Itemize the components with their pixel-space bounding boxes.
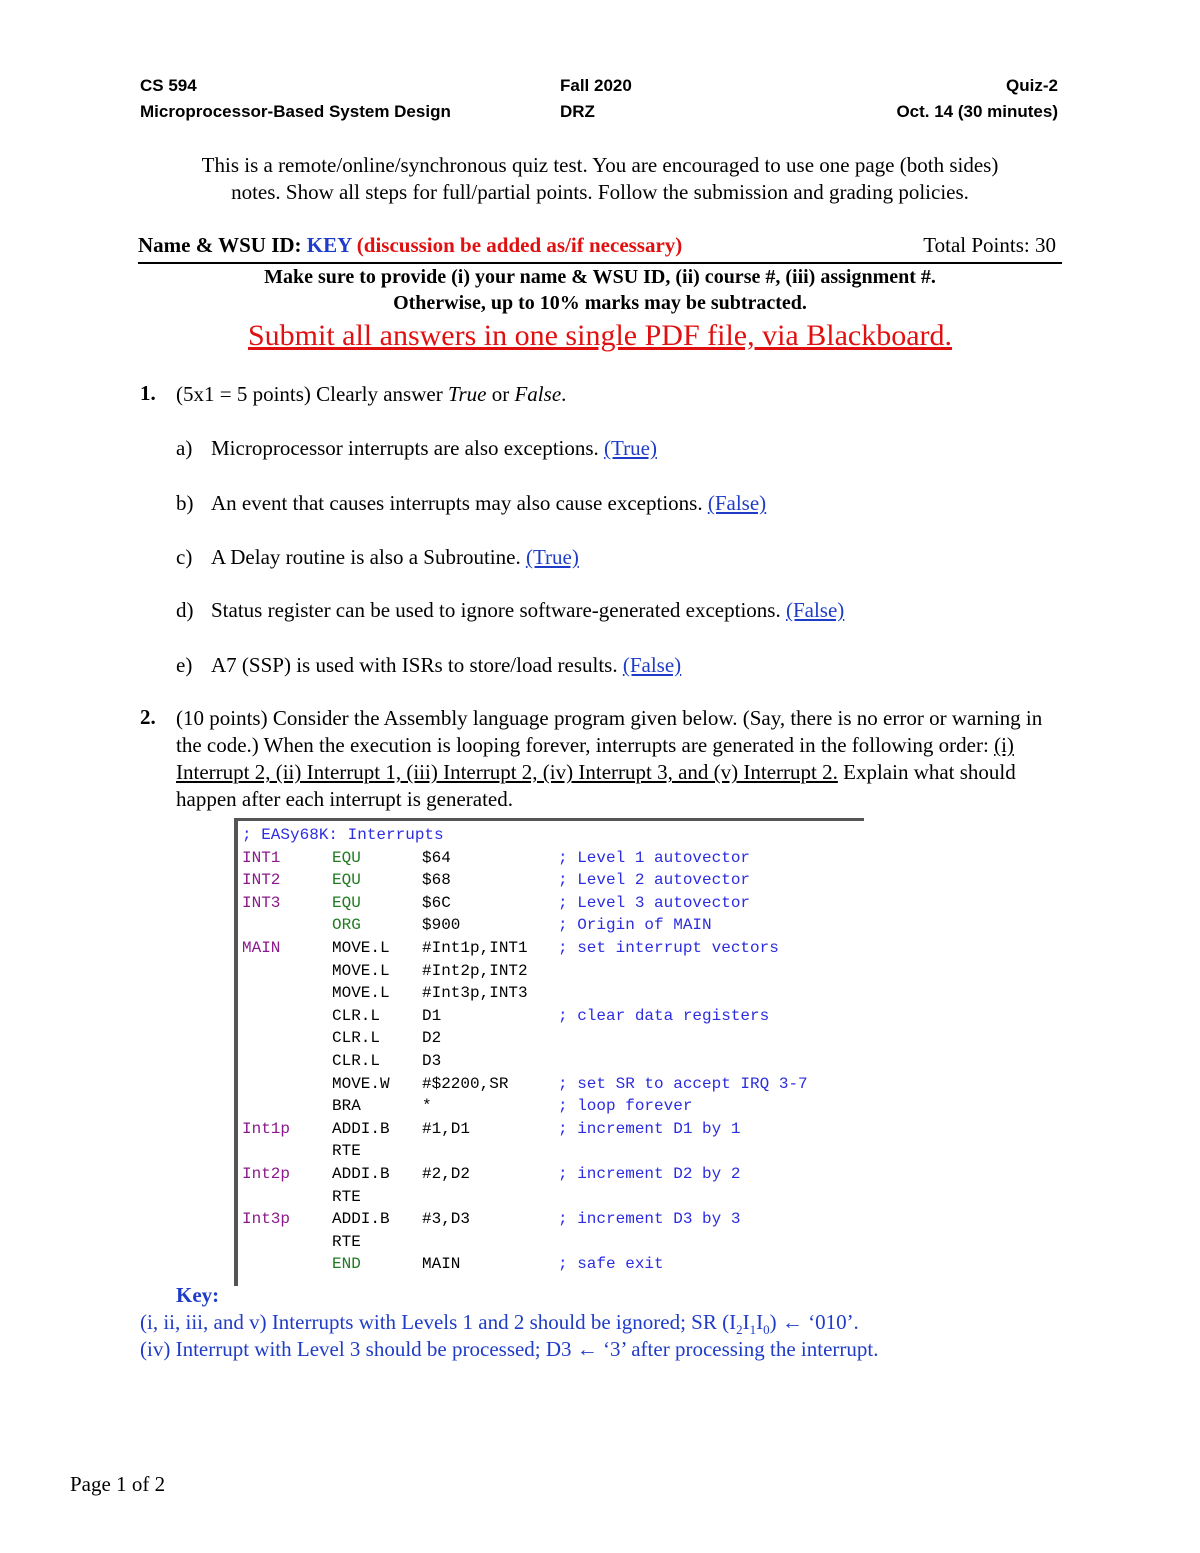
header-center (560, 73, 632, 125)
q2-prompt-end: Explain what should happen after each interrupt is generated. (176, 760, 1016, 811)
code-opcode: ADDI.B (332, 1119, 390, 1138)
total-points: Total Points: 30 (923, 233, 1056, 257)
header-left (140, 73, 451, 125)
answer-blank (579, 544, 587, 571)
quiz-date: Oct. 14 (30 minutes) (896, 102, 1058, 121)
code-comment: ; clear data registers (558, 1006, 770, 1025)
code-line (242, 1253, 864, 1276)
q1-false-word: False (514, 382, 562, 406)
intro-line-1: This is a remote/online/synchronous quiz test. You are encouraged to use one page (both sides) (201, 153, 999, 177)
code-label: Int3p (242, 1210, 291, 1229)
q1-true-word: True (447, 382, 487, 406)
code-operand: #1,D1 (422, 1119, 471, 1138)
code-comment: ; Level 2 autovector (558, 871, 751, 890)
q1-or-word: or (486, 382, 515, 406)
q1-period: . (561, 382, 567, 406)
code-opcode: EQU (332, 848, 361, 867)
discussion-note: (discussion be added as/if necessary) (351, 233, 683, 257)
code-line (242, 1073, 864, 1096)
code-line (242, 1050, 864, 1073)
code-opcode: EQU (332, 893, 361, 912)
q1-number: 1. (140, 381, 156, 405)
code-opcode: CLR.L (332, 1051, 381, 1070)
item-answer (623, 653, 719, 677)
code-operand: D1 (422, 1006, 442, 1025)
answer-blank (844, 597, 910, 624)
item-letter: b) (176, 491, 194, 515)
item-text: Microprocessor interrupts are also exceptions. (211, 436, 605, 460)
code-comment: ; safe exit (558, 1255, 664, 1274)
code-operand: $64 (422, 848, 451, 867)
term: Fall 2020 (560, 76, 632, 95)
code-opcode: CLR.L (332, 1006, 381, 1025)
page-number: Page 1 of 2 (70, 1472, 166, 1496)
item-letter: c) (176, 545, 193, 569)
key-line-1-end: ) ← ‘010’. (769, 1310, 859, 1334)
item-text: Status register can be used to ignore software-generated exceptions. (211, 598, 786, 622)
q1-prompt-text: (5x1 = 5 points) Clearly answer (176, 382, 448, 406)
code-opcode: ADDI.B (332, 1210, 390, 1229)
code-line (242, 892, 864, 915)
code-comment: ; loop forever (558, 1097, 693, 1116)
code-opcode: RTE (332, 1142, 361, 1161)
intro-text (120, 152, 1080, 206)
code-operand: D3 (422, 1051, 442, 1070)
code-opcode: ORG (332, 916, 361, 935)
course-title: Microprocessor-Based System Design (140, 102, 451, 121)
code-operand: * (422, 1097, 432, 1116)
code-comment: ; set interrupt vectors (558, 938, 779, 957)
code-line (242, 1140, 864, 1163)
code-opcode: EQU (332, 871, 361, 890)
item-letter: e) (176, 653, 193, 677)
key-line-1 (140, 1310, 859, 1338)
code-comment: ; Level 3 autovector (558, 893, 751, 912)
code-opcode: END (332, 1255, 361, 1274)
q2-prompt (176, 705, 1056, 813)
code-opcode: RTE (332, 1187, 361, 1206)
key-i1: I (742, 1310, 750, 1334)
item-answer-text: (False) (785, 598, 845, 622)
key-i0: I (756, 1310, 764, 1334)
item-answer-text: (True) (525, 545, 579, 569)
q2-interrupt-order: (i) Interrupt 2, (ii) Interrupt 1, (iii) Interrupt 2, (iv) Interrupt 3, and (v) Interrupt 2. (176, 733, 1014, 784)
code-line (242, 1231, 864, 1254)
key-sub-0: 0 (763, 1322, 770, 1338)
code-line (242, 847, 864, 870)
code-operand: #Int1p,INT1 (422, 938, 528, 957)
answer-blank (657, 435, 721, 462)
item-text: A7 (SSP) is used with ISRs to store/load results. (211, 653, 623, 677)
q1-prompt (176, 381, 566, 408)
item-answer-text: (False) (707, 491, 767, 515)
item-answer-text: (True) (604, 436, 657, 460)
code-label: Int1p (242, 1119, 291, 1138)
code-comment: ; set SR to accept IRQ 3-7 (558, 1074, 808, 1093)
code-operand: #3,D3 (422, 1210, 471, 1229)
code-line (242, 1027, 864, 1050)
key-heading: Key: (176, 1283, 220, 1307)
q1-item-c (176, 544, 587, 571)
submit-instruction: Submit all answers in one single PDF file, via Blackboard. (247, 319, 953, 352)
name-label: Name & WSU ID: (138, 233, 307, 257)
code-label: INT1 (242, 848, 281, 867)
q2-number: 2. (140, 705, 156, 729)
code-operand: MAIN (422, 1255, 461, 1274)
code-operand: D2 (422, 1029, 442, 1048)
code-operand: $68 (422, 871, 451, 890)
q1-item-e (176, 652, 719, 679)
header-right (896, 73, 1058, 125)
code-line (242, 1005, 864, 1028)
code-line (242, 869, 864, 892)
code-opcode: MOVE.W (332, 1074, 390, 1093)
code-label: Int2p (242, 1164, 291, 1183)
code-comment: ; increment D2 by 2 (558, 1164, 741, 1183)
item-answer (708, 491, 778, 515)
code-opcode: MOVE.L (332, 984, 390, 1003)
key-label: KEY (306, 233, 352, 257)
key-line-1-text: (i, ii, iii, and v) Interrupts with Levels 1 and 2 should be ignored; SR (I (140, 1310, 737, 1334)
code-line (242, 937, 864, 960)
code-label: INT2 (242, 871, 281, 890)
code-opcode: BRA (332, 1097, 361, 1116)
code-line (242, 1208, 864, 1231)
code-opcode: MOVE.L (332, 938, 390, 957)
code-label: INT3 (242, 893, 281, 912)
code-title: ; EASy68K: Interrupts (242, 826, 444, 844)
key-line-2: (iv) Interrupt with Level 3 should be processed; D3 ← ‘3’ after processing the interrupt. (140, 1337, 879, 1361)
code-operand: #2,D2 (422, 1164, 471, 1183)
quiz-label: Quiz-2 (1006, 76, 1058, 95)
code-line (242, 1163, 864, 1186)
code-opcode: ADDI.B (332, 1164, 390, 1183)
name-line (138, 230, 1062, 264)
code-line (242, 1186, 864, 1209)
code-line (242, 914, 864, 937)
answer-blank (681, 652, 719, 679)
instruction-line-1: Make sure to provide (i) your name & WSU ID, (ii) course #, (iii) assignment #. (264, 266, 936, 288)
code-operand: #Int3p,INT3 (422, 984, 528, 1003)
instructor: DRZ (560, 102, 595, 121)
assembly-code-listing (234, 818, 864, 1286)
item-answer-text: (False) (622, 653, 682, 677)
code-opcode: MOVE.L (332, 961, 390, 980)
code-opcode: RTE (332, 1232, 361, 1251)
q1-item-b (176, 490, 778, 517)
item-text: An event that causes interrupts may also cause exceptions. (211, 491, 708, 515)
code-operand: $900 (422, 916, 461, 935)
item-letter: d) (176, 598, 194, 622)
item-letter: a) (176, 436, 193, 460)
key-sub-2: 2 (736, 1322, 743, 1338)
code-operand: $6C (422, 893, 451, 912)
course-number: CS 594 (140, 76, 197, 95)
item-answer (786, 598, 910, 622)
code-comment: ; Level 1 autovector (558, 848, 751, 867)
item-text: A Delay routine is also a Subroutine. (211, 545, 526, 569)
intro-line-2: notes. Show all steps for full/partial points. Follow the submission and grading policies. (231, 180, 969, 204)
code-label: MAIN (242, 938, 281, 957)
instruction-line-2: Otherwise, up to 10% marks may be subtracted. (393, 292, 807, 314)
code-comment: ; increment D3 by 3 (558, 1210, 741, 1229)
q1-item-a (176, 435, 721, 462)
code-line (242, 1095, 864, 1118)
item-answer (604, 436, 721, 460)
q2-prompt-text: (10 points) Consider the Assembly language program given below. (Say, there is no error or warning in the code.) When the execution is looping forever, interrupts are generated in the following order: (176, 706, 1043, 757)
item-answer (526, 545, 587, 569)
code-line (242, 960, 864, 983)
code-line (242, 1118, 864, 1141)
code-opcode: CLR.L (332, 1029, 381, 1048)
code-line (242, 982, 864, 1005)
code-operand: #Int2p,INT2 (422, 961, 528, 980)
key-sub-1: 1 (749, 1322, 757, 1338)
code-comment: ; Origin of MAIN (558, 916, 712, 935)
code-comment: ; increment D1 by 1 (558, 1119, 741, 1138)
q1-item-d (176, 597, 910, 624)
code-lines (242, 847, 864, 1276)
answer-blank (766, 490, 778, 517)
code-operand: #$2200,SR (422, 1074, 509, 1093)
